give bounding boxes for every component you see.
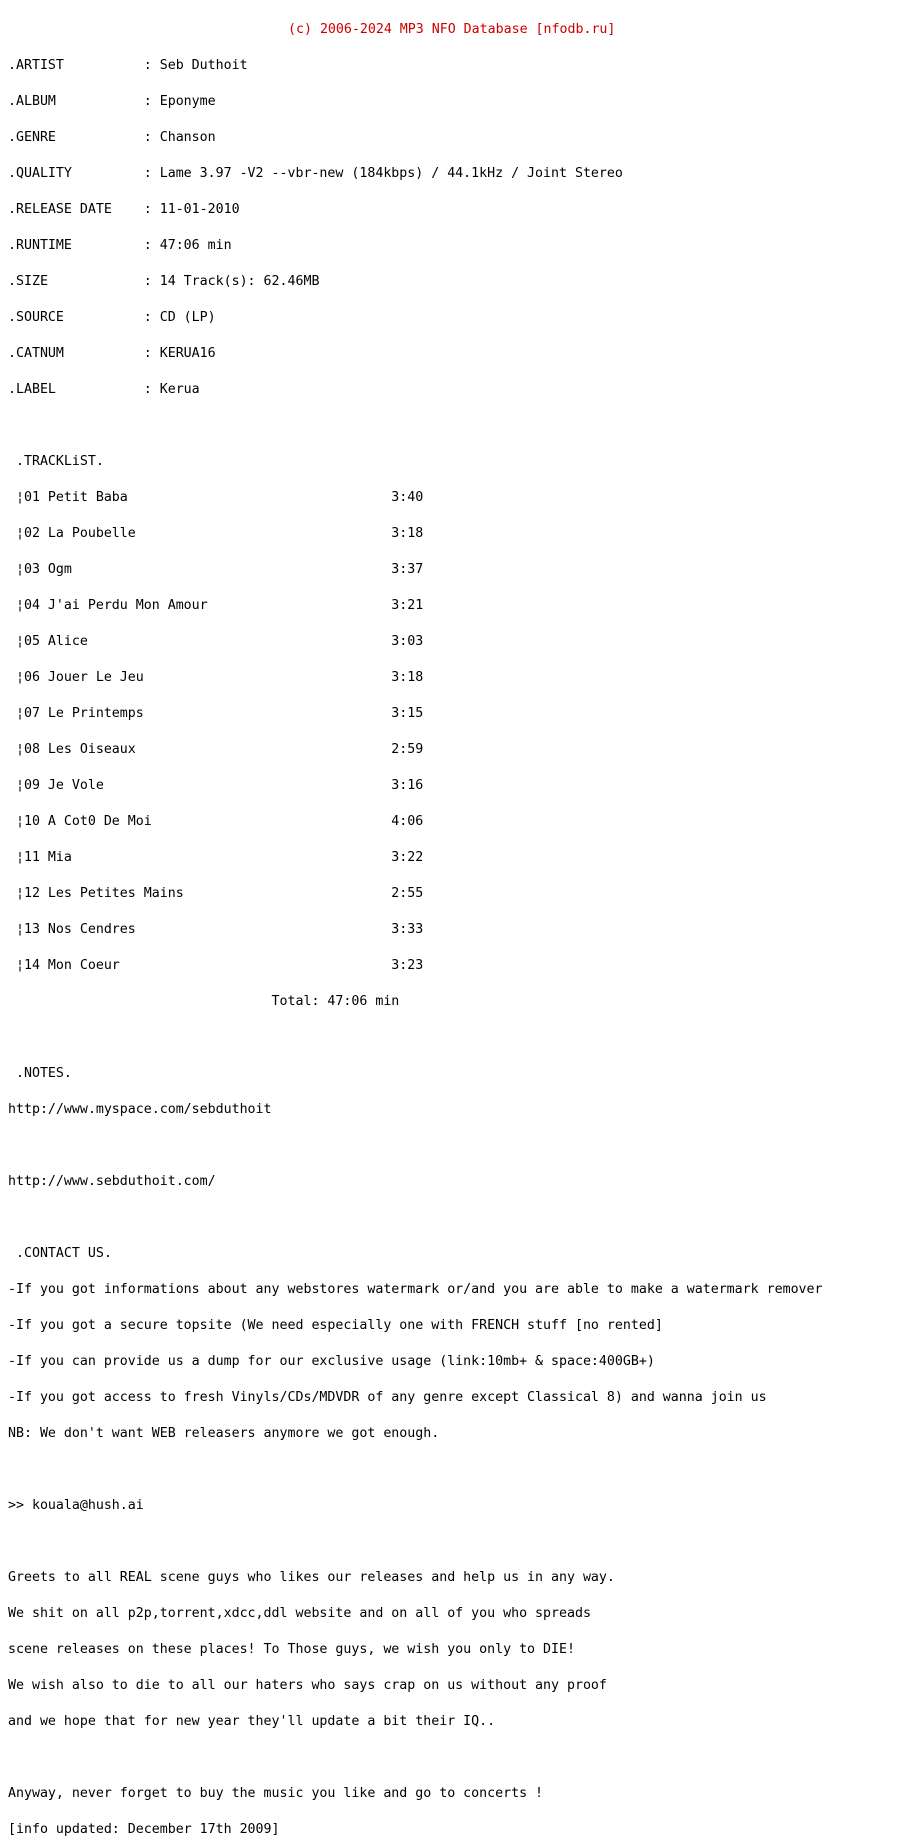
tracklist-heading: .TRACKLiST. [8, 454, 104, 469]
notes-heading: .NOTES. [8, 1066, 72, 1081]
blank-line [8, 1464, 823, 1476]
track-line: ¦07 Le Printemps 3:15 [8, 706, 424, 721]
track-line: ¦01 Petit Baba 3:40 [8, 490, 424, 505]
catnum-line: .CATNUM : KERUA16 [8, 346, 216, 361]
blank-line [8, 1212, 823, 1224]
quality-line: .QUALITY : Lame 3.97 -V2 --vbr-new (184kbps) / 44.1kHz / Joint Stereo [8, 166, 623, 181]
track-line: ¦10 A Cot0 De Moi 4:06 [8, 814, 424, 829]
contact-line: -If you got access to fresh Vinyls/CDs/MDVDR of any genre except Classical 8) and wanna join us [8, 1390, 767, 1405]
track-line: ¦05 Alice 3:03 [8, 634, 424, 649]
track-line: ¦11 Mia 3:22 [8, 850, 424, 865]
total-runtime-line: Total: 47:06 min [8, 994, 400, 1009]
greets-line: We wish also to die to all our haters who says crap on us without any proof [8, 1678, 607, 1693]
track-line: ¦09 Je Vole 3:16 [8, 778, 424, 793]
nfo-text [8, 0, 823, 1848]
blank-line [8, 1536, 823, 1548]
track-line: ¦03 Ogm 3:37 [8, 562, 424, 577]
website-link: http://www.sebduthoit.com/ [8, 1174, 216, 1189]
size-line: .SIZE : 14 Track(s): 62.46MB [8, 274, 320, 289]
contact-heading: .CONTACT US. [8, 1246, 112, 1261]
greets-line: and we hope that for new year they'll update a bit their IQ.. [8, 1714, 496, 1729]
track-line: ¦13 Nos Cendres 3:33 [8, 922, 424, 937]
track-line: ¦02 La Poubelle 3:18 [8, 526, 424, 541]
track-line: ¦14 Mon Coeur 3:23 [8, 958, 424, 973]
info-updated-line: [info updated: December 17th 2009] [8, 1822, 280, 1837]
track-line: ¦08 Les Oiseaux 2:59 [8, 742, 424, 757]
blank-line [8, 1140, 823, 1152]
contact-line: -If you got a secure topsite (We need especially one with FRENCH stuff [no rented] [8, 1318, 663, 1333]
album-line: .ALBUM : Eponyme [8, 94, 216, 109]
source-line: .SOURCE : CD (LP) [8, 310, 216, 325]
release-date-line: .RELEASE DATE : 11-01-2010 [8, 202, 240, 217]
contact-line: NB: We don't want WEB releasers anymore we got enough. [8, 1426, 440, 1441]
blank-line [8, 1032, 823, 1044]
contact-line: -If you got informations about any webstores watermark or/and you are able to make a watermark remover [8, 1282, 823, 1297]
track-line: ¦12 Les Petites Mains 2:55 [8, 886, 424, 901]
blank-line [8, 1752, 823, 1764]
blank-line [8, 420, 823, 432]
track-line: ¦04 J'ai Perdu Mon Amour 3:21 [8, 598, 424, 613]
greets-line: scene releases on these places! To Those guys, we wish you only to DIE! [8, 1642, 575, 1657]
closing-line: Anyway, never forget to buy the music you like and go to concerts ! [8, 1786, 544, 1801]
genre-line: .GENRE : Chanson [8, 130, 216, 145]
copyright-banner: (c) 2006-2024 MP3 NFO Database [nfodb.ru] [288, 22, 616, 37]
greets-line: We shit on all p2p,torrent,xdcc,ddl website and on all of you who spreads [8, 1606, 591, 1621]
greets-line: Greets to all REAL scene guys who likes our releases and help us in any way. [8, 1570, 615, 1585]
contact-line: -If you can provide us a dump for our exclusive usage (link:10mb+ & space:400GB+) [8, 1354, 655, 1369]
contact-email: >> kouala@hush.ai [8, 1498, 144, 1513]
myspace-link: http://www.myspace.com/sebduthoit [8, 1102, 272, 1117]
artist-line: .ARTIST : Seb Duthoit [8, 58, 248, 73]
track-line: ¦06 Jouer Le Jeu 3:18 [8, 670, 424, 685]
label-line: .LABEL : Kerua [8, 382, 200, 397]
runtime-line: .RUNTIME : 47:06 min [8, 238, 232, 253]
